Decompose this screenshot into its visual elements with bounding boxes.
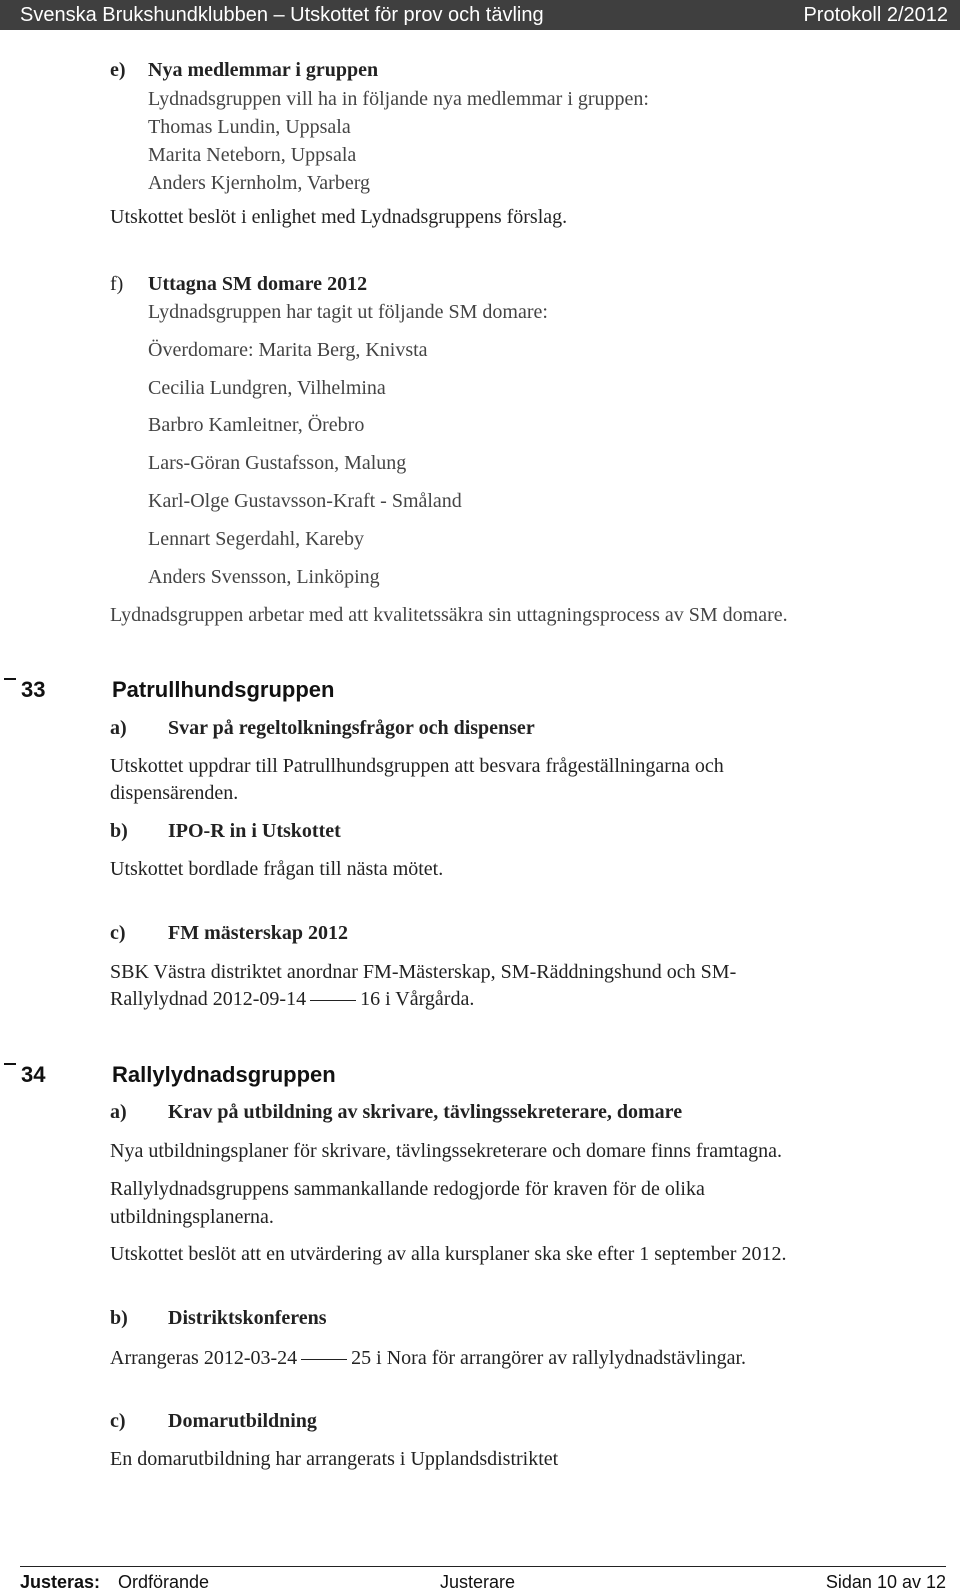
section-marker: [4, 1063, 16, 1065]
item-a-text: Utskottet uppdrar till Patrullhundsgruppen att besvara frågeställningarna och: [110, 755, 724, 777]
footer-ordforande: Ordförande: [118, 1572, 210, 1592]
en-dash: [301, 1359, 347, 1360]
footer-justeras-label: Justeras:: [20, 1572, 101, 1592]
item-a-text: Rallylydnadsgruppens sammankallande redogjorde för kraven för de olika: [110, 1178, 705, 1200]
item-e-line: Lydnadsgruppen vill ha in följande nya medlemmar i gruppen:: [148, 88, 649, 110]
item-b-title: Distriktskonferens: [168, 1307, 327, 1329]
en-dash: [310, 1000, 356, 1001]
item-a-label: a): [110, 1101, 127, 1123]
item-c-text: En domarutbildning har arrangerats i Upplandsdistriktet: [110, 1448, 559, 1470]
item-e-decision: Utskottet beslöt i enlighet med Lydnadsgruppens förslag.: [110, 206, 568, 228]
item-e-title: Nya medlemmar i gruppen: [148, 59, 379, 81]
date-start: Rallylydnad 2012-09-14: [110, 988, 307, 1010]
section-marker: [4, 678, 16, 680]
item-e-label: e): [110, 59, 126, 81]
footer-page-number: Sidan 10 av 12: [825, 1572, 946, 1592]
judge-entry: Överdomare: Marita Berg, Knivsta: [148, 339, 428, 361]
item-e-line: Thomas Lundin, Uppsala: [148, 116, 351, 138]
item-b-text: Utskottet bordlade frågan till nästa mötet.: [110, 858, 444, 880]
item-c-title: FM mästerskap 2012: [168, 922, 348, 944]
item-c-text: [110, 987, 474, 1011]
item-b-title: IPO-R in i Utskottet: [168, 820, 341, 842]
judge-entry: Karl-Olge Gustavsson-Kraft - Småland: [148, 490, 462, 512]
section-number: 33: [21, 677, 46, 702]
item-a-text: utbildningsplanerna.: [110, 1206, 274, 1228]
item-c-text: SBK Västra distriktet anordnar FM-Mästerskap, SM-Räddningshund och SM-: [110, 961, 737, 983]
item-b-text: [110, 1346, 746, 1370]
judge-entry: Lennart Segerdahl, Kareby: [148, 528, 365, 550]
item-c-label: c): [110, 922, 126, 944]
item-f-outro: Lydnadsgruppen arbetar med att kvalitetssäkra sin uttagningsprocess av SM domare.: [110, 604, 788, 626]
judge-entry: Cecilia Lundgren, Vilhelmina: [148, 377, 386, 399]
item-e-line: Anders Kjernholm, Varberg: [148, 172, 370, 194]
section-title: Rallylydnadsgruppen: [112, 1062, 336, 1087]
header-title: Svenska Brukshundklubben – Utskottet för prov och tävling: [20, 4, 544, 26]
item-f-title: Uttagna SM domare 2012: [148, 273, 368, 295]
judge-entry: Anders Svensson, Linköping: [148, 566, 380, 588]
document-header: [0, 0, 960, 30]
protocol-number: Protokoll 2/2012: [803, 4, 948, 26]
item-c-label: c): [110, 1410, 126, 1432]
item-f-intro: Lydnadsgruppen har tagit ut följande SM domare:: [148, 301, 548, 323]
footer-divider: [20, 1566, 946, 1567]
item-a-title: Svar på regeltolkningsfrågor och dispenser: [168, 717, 535, 739]
item-a-text: dispensärenden.: [110, 782, 239, 804]
section-number: 34: [21, 1062, 46, 1087]
item-c-title: Domarutbildning: [168, 1410, 317, 1432]
item-b-label: b): [110, 1307, 128, 1329]
judge-entry: Barbro Kamleitner, Örebro: [148, 414, 365, 436]
footer-justerare: Justerare: [440, 1572, 516, 1592]
item-a-label: a): [110, 717, 127, 739]
date-end: 16 i Vårgårda.: [360, 988, 475, 1010]
item-f-label: f): [110, 273, 124, 295]
item-b-label: b): [110, 820, 128, 842]
date-end: 25 i Nora för arrangörer av rallylydnadstävlingar.: [351, 1347, 747, 1369]
item-a-text: Utskottet beslöt att en utvärdering av alla kursplaner ska ske efter 1 september 2012.: [110, 1243, 787, 1265]
item-a-title: Krav på utbildning av skrivare, tävlingssekreterare, domare: [168, 1101, 683, 1123]
section-title: Patrullhundsgruppen: [112, 677, 335, 702]
date-start: Arrangeras 2012-03-24: [110, 1347, 298, 1369]
judge-entry: Lars-Göran Gustafsson, Malung: [148, 452, 407, 474]
item-a-text: Nya utbildningsplaner för skrivare, tävlingssekreterare och domare finns framtagna.: [110, 1140, 782, 1162]
item-e-line: Marita Neteborn, Uppsala: [148, 144, 357, 166]
